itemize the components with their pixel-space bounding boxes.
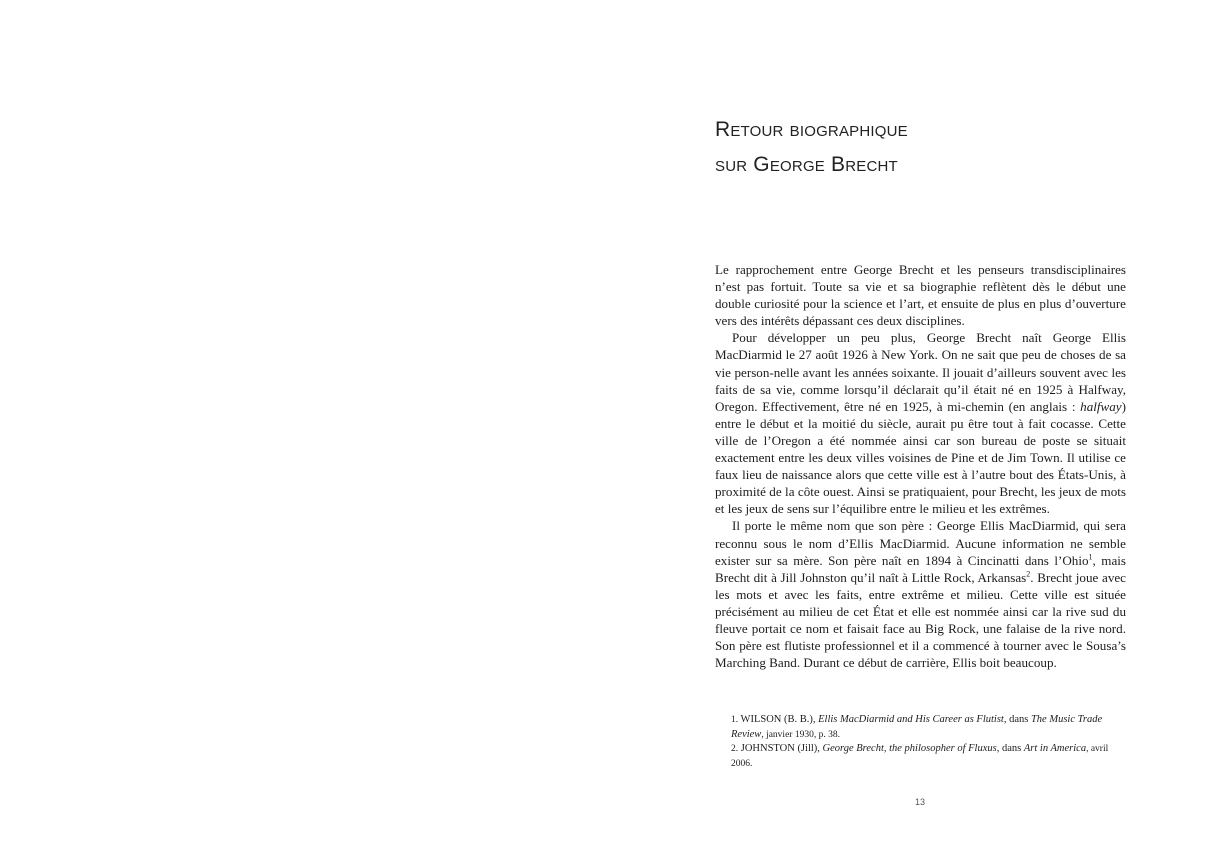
right-page — [613, 0, 1226, 865]
chapter-title-line-1: Retour biographique — [715, 118, 908, 141]
paragraph-2 — [715, 329, 1126, 517]
footnotes — [731, 713, 1126, 771]
paragraph-3 — [715, 517, 1126, 671]
paragraph-3-text-b: , mais Brecht dit à Jill Johnston qu’il naît à Little Rock, Arkansas — [715, 552, 1126, 585]
footnote-2-author: JOHNSTON (Jill), — [738, 743, 823, 755]
footnote-1-mid: , dans — [1003, 714, 1031, 725]
chapter-title-line-2: sur George Brecht — [715, 153, 898, 176]
paragraph-1 — [715, 261, 1126, 329]
footnote-ref-1: 1 — [1088, 552, 1093, 562]
footnote-1-end: , janvier 1930, p. 38. — [761, 729, 840, 740]
footnote-1-source: The Music Trade Review — [731, 714, 1103, 740]
page-number: 13 — [914, 797, 925, 807]
body-text — [715, 261, 1126, 671]
paragraph-3-text-c: . Brecht joue avec les mots et avec les faits, entre extrême et milieu. Cette ville est située précisément au milieu de cet État et elle est nommée ainsi car la rive sud du fleuve portait ce nom et faisait face au Big Rock, une falaise de la rive nord. Son père est flutiste professionnel et il a commencé à tourner avec le Sousa’s Marching Band. Durant ce début de carrière, Ellis boit beaucoup. — [715, 569, 1126, 671]
paragraph-3-text-a: Il porte le même nom que son père : George Ellis MacDiarmid, qui sera reconnu sous le nom d’Ellis MacDiarmid. Aucune information ne semble exister sur sa mère. Son père naît en 1894 à Cincinatti dans l’Ohio — [715, 518, 1126, 568]
footnote-2-mid: , dans — [996, 743, 1024, 755]
footnote-1-work: Ellis MacDiarmid and His Career as Flutist — [818, 714, 1004, 725]
chapter-title — [715, 112, 1135, 182]
footnote-2 — [731, 742, 1126, 771]
footnote-1-author: WILSON (B. B.), — [738, 714, 819, 725]
paragraph-2-text-a: Pour développer un peu plus, George Brecht naît George Ellis MacDiarmid le 27 août 1926 à New York. On ne sait que peu de choses de sa vie person-nelle avant les années soixante. Il jouait d’ailleurs souvent avec les faits de sa vie, comme lorsqu’il déclarait qu’il était né en 1925 à Halfway, Oregon. Effectivement, être né en 1925, à mi-chemin (en anglais : — [715, 330, 1126, 414]
paragraph-2-emphasis: halfway — [1080, 398, 1122, 414]
footnote-1-number: 1. — [731, 715, 739, 725]
footnote-2-source: Art in America — [1023, 743, 1087, 755]
paragraph-2-text-b: ) entre le début et la moitié du siècle, aurait pu être tout à fait cocasse. Cette ville de l’Oregon a été nommée ainsi car son bureau de poste se situait exactement entre les deux villes voisines de Pine et de Jim Town. Il utilise ce faux lieu de naissance alors que cette ville est à l’autre bout des États-Unis, à proximité de la côte ouest. Ainsi se pratiquaient, pour Brecht, les jeux de mots et les jeux de sens sur l’équilibre entre le milieu et les extrêmes. — [715, 398, 1126, 517]
footnote-2-work: George Brecht, the philosopher of Fluxus — [822, 743, 997, 755]
footnote-ref-2: 2 — [1026, 569, 1031, 579]
footnote-2-number: 2. — [731, 744, 739, 755]
footnote-1 — [731, 713, 1126, 742]
footnote-2-end: , avril 2006. — [731, 744, 1109, 769]
paragraph-1-text: Le rapprochement entre George Brecht et les penseurs transdisciplinaires n’est pas fortuit. Toute sa vie et sa biographie reflètent dès le début une double curiosité pour la science et l’art, et ensuite de plus en plus d’ouverture vers des intérêts dépassant ces deux disciplines. — [715, 262, 1126, 329]
